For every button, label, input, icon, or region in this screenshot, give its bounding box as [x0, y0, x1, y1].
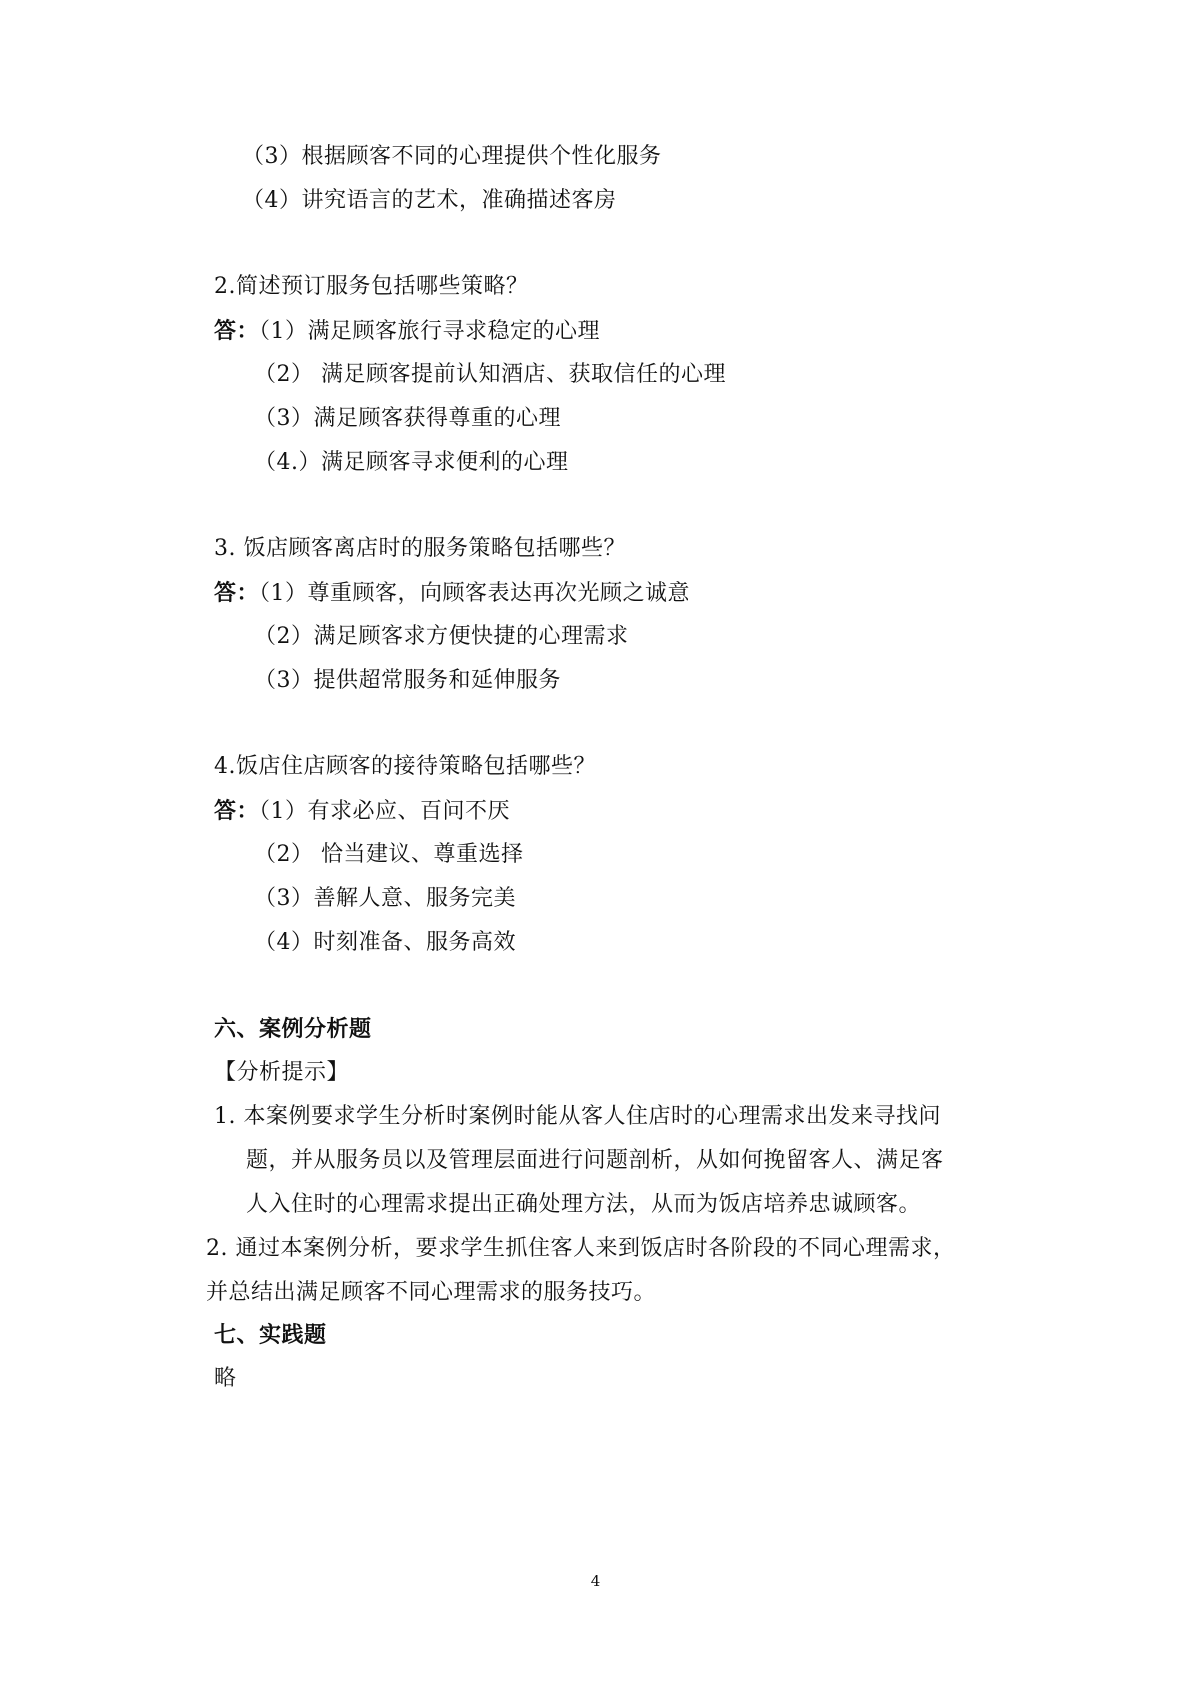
- question-title: 3. 饭店顾客离店时的服务策略包括哪些？: [214, 536, 626, 561]
- list-item: （4）讲究语言的艺术，准确描述客房: [242, 188, 617, 213]
- hint-title: 【分析提示】: [214, 1060, 350, 1085]
- answer-item: （2）满足顾客求方便快捷的心理需求: [254, 624, 629, 649]
- question-title: 2.简述预订服务包括哪些策略？: [214, 274, 529, 299]
- paragraph-line: 1. 本案例要求学生分析时案例时能从客人住店时的心理需求出发来寻找问: [214, 1104, 941, 1129]
- paragraph-line: 人入住时的心理需求提出正确处理方法，从而为饭店培养忠诚顾客。: [246, 1192, 922, 1217]
- answer-item: （4）时刻准备、服务高效: [254, 930, 516, 955]
- paragraph-line: 题，并从服务员以及管理层面进行问题剖析，从如何挽留客人、满足客: [246, 1148, 944, 1173]
- list-item: （3）根据顾客不同的心理提供个性化服务: [242, 144, 662, 169]
- answer-line: [214, 578, 690, 609]
- answer-label: 答：: [214, 318, 260, 344]
- paragraph-line: 并总结出满足顾客不同心理需求的服务技巧。: [206, 1280, 657, 1305]
- answer-item: （3）满足顾客获得尊重的心理: [254, 406, 561, 431]
- section-content: 略: [214, 1366, 237, 1391]
- answer-item: （3）提供超常服务和延伸服务: [254, 668, 561, 693]
- answer-item: （1）满足顾客旅行寻求稳定的心理: [259, 319, 601, 344]
- answer-line: [214, 796, 510, 827]
- answer-item: （4.）满足顾客寻求便利的心理: [254, 450, 569, 475]
- answer-line: [214, 316, 600, 347]
- section-heading: 六、案例分析题: [214, 1016, 372, 1042]
- answer-label: 答：: [214, 798, 260, 824]
- page-number: 4: [590, 1572, 601, 1590]
- answer-label: 答：: [214, 580, 260, 606]
- answer-item: （3）善解人意、服务完美: [254, 886, 516, 911]
- answer-item: （2） 满足顾客提前认知酒店、获取信任的心理: [254, 362, 726, 387]
- answer-item: （1）有求必应、百问不厌: [259, 799, 511, 824]
- answer-item: （2） 恰当建议、尊重选择: [254, 842, 524, 867]
- section-heading: 七、实践题: [214, 1322, 327, 1348]
- paragraph-line: 2. 通过本案例分析，要求学生抓住客人来到饭店时各阶段的不同心理需求，: [206, 1236, 956, 1261]
- question-title: 4.饭店住店顾客的接待策略包括哪些？: [214, 754, 596, 779]
- answer-item: （1）尊重顾客，向顾客表达再次光顾之诚意: [259, 581, 691, 606]
